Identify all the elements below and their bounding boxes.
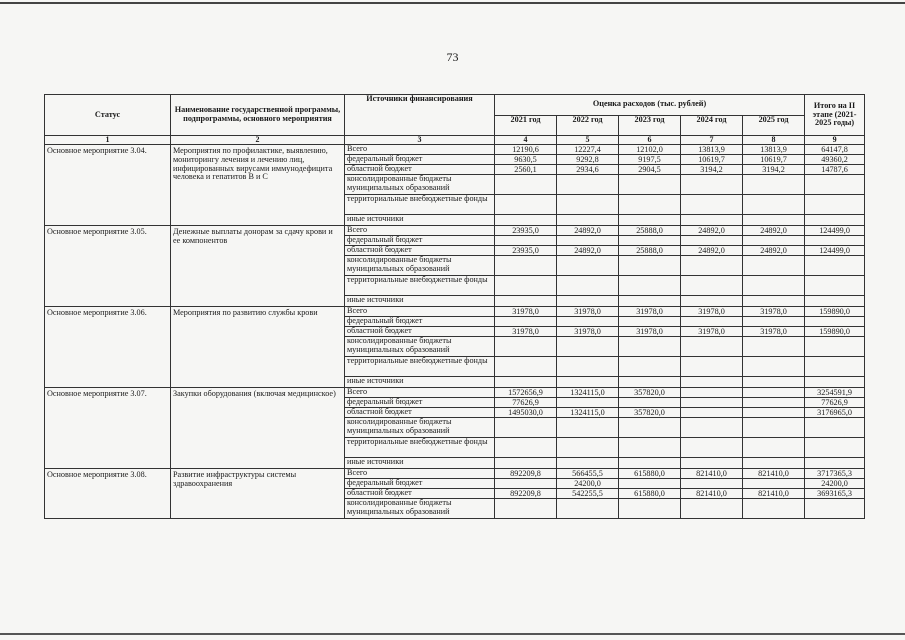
year-value-cell bbox=[681, 479, 743, 489]
funding-source-label: иные источники bbox=[345, 458, 495, 469]
year-value-cell bbox=[619, 337, 681, 357]
funding-source-label: федеральный бюджет bbox=[345, 398, 495, 408]
header-year: 2024 год bbox=[681, 115, 743, 136]
year-value-cell bbox=[681, 398, 743, 408]
year-value-cell: 821410,0 bbox=[681, 489, 743, 499]
year-value-cell: 3194,2 bbox=[743, 165, 805, 175]
measure-name: Закупки оборудования (включая медицинское) bbox=[171, 388, 345, 469]
table-row bbox=[45, 226, 865, 236]
bottom-border-line bbox=[0, 633, 905, 635]
measure-status: Основное мероприятие 3.04. bbox=[45, 145, 171, 226]
total-value-cell bbox=[805, 499, 865, 519]
total-value-cell bbox=[805, 377, 865, 388]
column-number: 3 bbox=[345, 136, 495, 145]
measure-status: Основное мероприятие 3.05. bbox=[45, 226, 171, 307]
year-value-cell bbox=[743, 236, 805, 246]
year-value-cell bbox=[495, 499, 557, 519]
year-value-cell bbox=[619, 195, 681, 215]
year-value-cell bbox=[495, 195, 557, 215]
year-value-cell: 31978,0 bbox=[619, 327, 681, 337]
year-value-cell bbox=[619, 398, 681, 408]
year-value-cell: 821410,0 bbox=[743, 489, 805, 499]
funding-source-label: федеральный бюджет bbox=[345, 479, 495, 489]
year-value-cell bbox=[495, 479, 557, 489]
year-value-cell bbox=[495, 377, 557, 388]
page-number: 73 bbox=[446, 50, 459, 64]
year-value-cell bbox=[681, 276, 743, 296]
year-value-cell bbox=[557, 418, 619, 438]
year-value-cell bbox=[681, 458, 743, 469]
year-value-cell bbox=[743, 499, 805, 519]
measure-name: Мероприятия по развитию службы крови bbox=[171, 307, 345, 388]
year-value-cell: 77626,9 bbox=[495, 398, 557, 408]
year-value-cell bbox=[743, 175, 805, 195]
year-value-cell bbox=[681, 236, 743, 246]
year-value-cell: 1572656,9 bbox=[495, 388, 557, 398]
total-value-cell: 124499,0 bbox=[805, 246, 865, 256]
year-value-cell: 821410,0 bbox=[681, 469, 743, 479]
year-value-cell bbox=[557, 296, 619, 307]
funding-source-label: областной бюджет bbox=[345, 408, 495, 418]
year-value-cell: 13813,9 bbox=[681, 145, 743, 155]
header-year: 2025 год bbox=[743, 115, 805, 136]
year-value-cell: 542255,5 bbox=[557, 489, 619, 499]
year-value-cell bbox=[495, 337, 557, 357]
column-number: 1 bbox=[45, 136, 171, 145]
year-value-cell bbox=[743, 276, 805, 296]
year-value-cell bbox=[743, 317, 805, 327]
funding-source-label: консолидированные бюджеты муниципальных образований bbox=[345, 337, 495, 357]
year-value-cell bbox=[557, 175, 619, 195]
year-value-cell bbox=[557, 499, 619, 519]
year-value-cell bbox=[743, 256, 805, 276]
total-value-cell: 3254591,9 bbox=[805, 388, 865, 398]
funding-source-label: областной бюджет bbox=[345, 165, 495, 175]
year-value-cell: 2904,5 bbox=[619, 165, 681, 175]
total-value-cell bbox=[805, 458, 865, 469]
funding-source-label: областной бюджет bbox=[345, 327, 495, 337]
total-value-cell bbox=[805, 357, 865, 377]
year-value-cell bbox=[557, 256, 619, 276]
header-name: Наименование государственной программы, подпрограммы, основного мероприятия bbox=[171, 95, 345, 136]
year-value-cell bbox=[619, 357, 681, 377]
year-value-cell bbox=[743, 215, 805, 226]
year-value-cell bbox=[619, 175, 681, 195]
table-row bbox=[45, 388, 865, 398]
year-value-cell bbox=[743, 438, 805, 458]
measure-name: Денежные выплаты донорам за сдачу крови и ее компонентов bbox=[171, 226, 345, 307]
year-value-cell bbox=[557, 215, 619, 226]
year-value-cell bbox=[681, 256, 743, 276]
year-value-cell: 615880,0 bbox=[619, 489, 681, 499]
year-value-cell: 25888,0 bbox=[619, 226, 681, 236]
year-value-cell bbox=[495, 317, 557, 327]
year-value-cell: 892209,8 bbox=[495, 489, 557, 499]
year-value-cell bbox=[495, 175, 557, 195]
table-body bbox=[45, 145, 865, 519]
year-value-cell: 9197,5 bbox=[619, 155, 681, 165]
year-value-cell bbox=[681, 357, 743, 377]
header-total: Итого на II этапе (2021-2025 годы) bbox=[805, 95, 865, 136]
funding-source-label: консолидированные бюджеты муниципальных образований bbox=[345, 418, 495, 438]
total-value-cell: 77626,9 bbox=[805, 398, 865, 408]
year-value-cell bbox=[743, 337, 805, 357]
total-value-cell bbox=[805, 337, 865, 357]
year-value-cell: 31978,0 bbox=[743, 327, 805, 337]
total-value-cell bbox=[805, 418, 865, 438]
total-value-cell: 49360,2 bbox=[805, 155, 865, 165]
funding-source-label: иные источники bbox=[345, 296, 495, 307]
year-value-cell: 13813,9 bbox=[743, 145, 805, 155]
year-value-cell bbox=[619, 438, 681, 458]
year-value-cell bbox=[743, 479, 805, 489]
year-value-cell bbox=[681, 499, 743, 519]
year-value-cell: 3194,2 bbox=[681, 165, 743, 175]
year-value-cell bbox=[495, 236, 557, 246]
year-value-cell: 10619,7 bbox=[681, 155, 743, 165]
header-status: Статус bbox=[45, 95, 171, 136]
total-value-cell bbox=[805, 438, 865, 458]
year-value-cell bbox=[557, 438, 619, 458]
funding-source-label: областной бюджет bbox=[345, 489, 495, 499]
year-value-cell bbox=[495, 256, 557, 276]
top-border-line bbox=[0, 2, 905, 4]
year-value-cell bbox=[681, 408, 743, 418]
year-value-cell bbox=[743, 195, 805, 215]
year-value-cell bbox=[619, 499, 681, 519]
funding-source-label: областной бюджет bbox=[345, 246, 495, 256]
year-value-cell bbox=[619, 236, 681, 246]
table-row bbox=[45, 469, 865, 479]
year-value-cell bbox=[619, 317, 681, 327]
header-estimate: Оценка расходов (тыс. рублей) bbox=[495, 95, 805, 116]
year-value-cell bbox=[619, 215, 681, 226]
year-value-cell bbox=[681, 175, 743, 195]
year-value-cell bbox=[495, 215, 557, 226]
funding-source-label: Всего bbox=[345, 469, 495, 479]
year-value-cell bbox=[743, 408, 805, 418]
measure-status: Основное мероприятие 3.08. bbox=[45, 469, 171, 519]
total-value-cell: 24200,0 bbox=[805, 479, 865, 489]
funding-source-label: Всего bbox=[345, 226, 495, 236]
column-number: 4 bbox=[495, 136, 557, 145]
year-value-cell: 25888,0 bbox=[619, 246, 681, 256]
year-value-cell bbox=[619, 458, 681, 469]
funding-source-label: федеральный бюджет bbox=[345, 155, 495, 165]
total-value-cell: 3176965,0 bbox=[805, 408, 865, 418]
year-value-cell: 1324115,0 bbox=[557, 408, 619, 418]
year-value-cell bbox=[557, 398, 619, 408]
total-value-cell bbox=[805, 175, 865, 195]
year-value-cell: 24200,0 bbox=[557, 479, 619, 489]
year-value-cell bbox=[681, 337, 743, 357]
year-value-cell: 24892,0 bbox=[681, 226, 743, 236]
funding-source-label: консолидированные бюджеты муниципальных образований bbox=[345, 256, 495, 276]
funding-source-label: Всего bbox=[345, 145, 495, 155]
year-value-cell bbox=[495, 438, 557, 458]
year-value-cell bbox=[619, 276, 681, 296]
funding-source-label: иные источники bbox=[345, 215, 495, 226]
column-number: 8 bbox=[743, 136, 805, 145]
measure-status: Основное мероприятие 3.06. bbox=[45, 307, 171, 388]
total-value-cell bbox=[805, 276, 865, 296]
header-year: 2023 год bbox=[619, 115, 681, 136]
year-value-cell: 31978,0 bbox=[681, 327, 743, 337]
year-value-cell bbox=[681, 215, 743, 226]
year-value-cell: 24892,0 bbox=[557, 246, 619, 256]
column-number: 5 bbox=[557, 136, 619, 145]
year-value-cell: 2560,1 bbox=[495, 165, 557, 175]
year-value-cell bbox=[619, 377, 681, 388]
year-value-cell: 12190,6 bbox=[495, 145, 557, 155]
funding-source-label: Всего bbox=[345, 388, 495, 398]
year-value-cell: 9292,8 bbox=[557, 155, 619, 165]
year-value-cell: 1495030,0 bbox=[495, 408, 557, 418]
year-value-cell: 24892,0 bbox=[681, 246, 743, 256]
year-value-cell bbox=[557, 377, 619, 388]
year-value-cell bbox=[495, 418, 557, 438]
total-value-cell: 3693165,3 bbox=[805, 489, 865, 499]
year-value-cell: 821410,0 bbox=[743, 469, 805, 479]
header-year: 2022 год bbox=[557, 115, 619, 136]
funding-source-label: консолидированные бюджеты муниципальных образований bbox=[345, 499, 495, 519]
year-value-cell: 1324115,0 bbox=[557, 388, 619, 398]
year-value-cell bbox=[495, 296, 557, 307]
year-value-cell bbox=[557, 458, 619, 469]
funding-source-label: территориальные внебюджетные фонды bbox=[345, 195, 495, 215]
year-value-cell: 357820,0 bbox=[619, 408, 681, 418]
table-row bbox=[45, 307, 865, 317]
year-value-cell: 10619,7 bbox=[743, 155, 805, 165]
column-number: 7 bbox=[681, 136, 743, 145]
year-value-cell bbox=[557, 317, 619, 327]
funding-source-label: иные источники bbox=[345, 377, 495, 388]
year-value-cell bbox=[495, 276, 557, 296]
year-value-cell: 24892,0 bbox=[743, 246, 805, 256]
year-value-cell bbox=[495, 357, 557, 377]
year-value-cell bbox=[619, 256, 681, 276]
funding-source-label: консолидированные бюджеты муниципальных образований bbox=[345, 175, 495, 195]
year-value-cell bbox=[681, 195, 743, 215]
funding-source-label: территориальные внебюджетные фонды bbox=[345, 438, 495, 458]
year-value-cell: 31978,0 bbox=[743, 307, 805, 317]
budget-table bbox=[44, 94, 865, 519]
measure-name: Мероприятия по профилактике, выявлению, мониторингу лечения и лечению лиц, инфицированных вирусами иммунодефицита человека и гепатитов B и C bbox=[171, 145, 345, 226]
year-value-cell bbox=[681, 388, 743, 398]
funding-source-label: территориальные внебюджетные фонды bbox=[345, 276, 495, 296]
year-value-cell bbox=[557, 236, 619, 246]
year-value-cell bbox=[681, 418, 743, 438]
table-row bbox=[45, 145, 865, 155]
year-value-cell: 12102,0 bbox=[619, 145, 681, 155]
year-value-cell: 892209,8 bbox=[495, 469, 557, 479]
total-value-cell bbox=[805, 195, 865, 215]
measure-status: Основное мероприятие 3.07. bbox=[45, 388, 171, 469]
year-value-cell bbox=[557, 357, 619, 377]
year-value-cell bbox=[495, 458, 557, 469]
measure-name: Развитие инфраструктуры системы здравоохранения bbox=[171, 469, 345, 519]
year-value-cell bbox=[743, 458, 805, 469]
year-value-cell: 23935,0 bbox=[495, 246, 557, 256]
total-value-cell bbox=[805, 215, 865, 226]
year-value-cell: 24892,0 bbox=[557, 226, 619, 236]
header-sources: Источники финансирования bbox=[345, 95, 495, 136]
year-value-cell: 23935,0 bbox=[495, 226, 557, 236]
year-value-cell bbox=[557, 195, 619, 215]
header-year: 2021 год bbox=[495, 115, 557, 136]
year-value-cell bbox=[681, 377, 743, 388]
year-value-cell bbox=[619, 418, 681, 438]
funding-source-label: федеральный бюджет bbox=[345, 236, 495, 246]
year-value-cell: 31978,0 bbox=[495, 327, 557, 337]
year-value-cell bbox=[619, 296, 681, 307]
year-value-cell: 615880,0 bbox=[619, 469, 681, 479]
year-value-cell: 24892,0 bbox=[743, 226, 805, 236]
total-value-cell: 3717365,3 bbox=[805, 469, 865, 479]
column-number: 6 bbox=[619, 136, 681, 145]
column-number: 2 bbox=[171, 136, 345, 145]
year-value-cell bbox=[557, 337, 619, 357]
year-value-cell bbox=[743, 388, 805, 398]
year-value-cell: 357820,0 bbox=[619, 388, 681, 398]
total-value-cell: 14787,6 bbox=[805, 165, 865, 175]
total-value-cell bbox=[805, 236, 865, 246]
year-value-cell: 31978,0 bbox=[557, 327, 619, 337]
year-value-cell bbox=[743, 357, 805, 377]
year-value-cell bbox=[743, 418, 805, 438]
funding-source-label: Всего bbox=[345, 307, 495, 317]
total-value-cell: 124499,0 bbox=[805, 226, 865, 236]
year-value-cell bbox=[681, 438, 743, 458]
funding-source-label: территориальные внебюджетные фонды bbox=[345, 357, 495, 377]
year-value-cell: 31978,0 bbox=[681, 307, 743, 317]
year-value-cell: 9630,5 bbox=[495, 155, 557, 165]
year-value-cell: 31978,0 bbox=[495, 307, 557, 317]
year-value-cell bbox=[743, 377, 805, 388]
funding-source-label: федеральный бюджет bbox=[345, 317, 495, 327]
year-value-cell bbox=[743, 398, 805, 408]
year-value-cell bbox=[743, 296, 805, 307]
year-value-cell: 2934,6 bbox=[557, 165, 619, 175]
total-value-cell: 159890,0 bbox=[805, 327, 865, 337]
year-value-cell: 566455,5 bbox=[557, 469, 619, 479]
year-value-cell bbox=[681, 317, 743, 327]
total-value-cell bbox=[805, 317, 865, 327]
column-number: 9 bbox=[805, 136, 865, 145]
year-value-cell bbox=[681, 296, 743, 307]
total-value-cell: 64147,8 bbox=[805, 145, 865, 155]
year-value-cell bbox=[557, 276, 619, 296]
year-value-cell: 31978,0 bbox=[619, 307, 681, 317]
total-value-cell: 159890,0 bbox=[805, 307, 865, 317]
total-value-cell bbox=[805, 256, 865, 276]
total-value-cell bbox=[805, 296, 865, 307]
year-value-cell bbox=[619, 479, 681, 489]
year-value-cell: 31978,0 bbox=[557, 307, 619, 317]
year-value-cell: 12227,4 bbox=[557, 145, 619, 155]
